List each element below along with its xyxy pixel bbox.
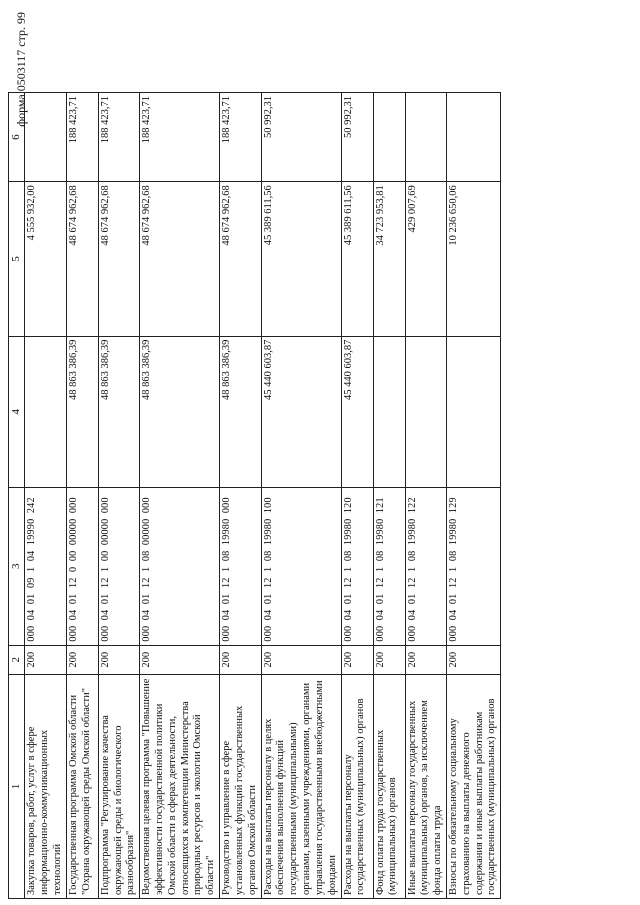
row-executed-cell: 10 236 650,06 — [446, 182, 500, 336]
row-name-cell: Руководство и управление в сфере установленных функций государственных органов Омской области — [220, 674, 261, 898]
header-cell-6: 6 — [9, 93, 25, 182]
row-name-cell: Закупка товаров, работ, услуг в сфере информационно-коммуникационных технологий — [25, 674, 66, 898]
row-line-code-cell: 200 — [25, 645, 66, 674]
row-name-cell: Ведомственная целевая программа "Повышение эффективности государственной политики Омской области в сферах деятельности, относящихся к компетенции Министерства природных ресурсов и экологии Омской области" — [140, 674, 220, 898]
row-unexecuted-cell — [446, 93, 500, 182]
row-budget-code-cell — [341, 487, 373, 645]
row-budget-code-cell — [98, 487, 139, 645]
table-row — [220, 93, 261, 899]
row-executed-cell: 45 389 611,56 — [261, 182, 341, 336]
budget-code-text: 000 04 01 12 1 08 19980 122 — [406, 497, 418, 642]
row-executed-cell: 429 007,69 — [405, 182, 446, 336]
row-executed-cell: 4 555 932,00 — [25, 182, 66, 336]
row-approved-cell: 45 440 603,87 — [341, 336, 373, 487]
row-name-cell: Иные выплаты персоналу государственных (муниципальных) органов, за исключением фонда оплаты труда — [405, 674, 446, 898]
header-cell-5: 5 — [9, 182, 25, 336]
row-name-cell: Подпрограмма "Регулирование качества окружающей среды и биологического разнообразия" — [98, 674, 139, 898]
table-row — [373, 93, 405, 899]
budget-code-text: 000 04 01 12 1 08 19980 129 — [447, 497, 459, 642]
header-cell-4: 4 — [9, 336, 25, 487]
row-budget-code-cell — [405, 487, 446, 645]
header-row — [9, 93, 25, 899]
budget-code-text: 000 04 01 12 1 08 19980 121 — [374, 497, 386, 642]
row-line-code-cell: 200 — [405, 645, 446, 674]
header-cell-1: 1 — [9, 674, 25, 898]
table-row — [261, 93, 341, 899]
row-budget-code-cell — [261, 487, 341, 645]
row-unexecuted-cell: 50 992,31 — [261, 93, 341, 182]
row-executed-cell: 48 674 962,68 — [220, 182, 261, 336]
row-line-code-cell: 200 — [98, 645, 139, 674]
row-budget-code-cell — [220, 487, 261, 645]
budget-code-text: 000 04 01 09 1 04 19990 242 — [26, 497, 38, 642]
row-executed-cell: 48 674 962,68 — [140, 182, 220, 336]
row-name-cell: Государственная программа Омской области "Охрана окружающей среды Омской области" — [66, 674, 98, 898]
row-line-code-cell: 200 — [373, 645, 405, 674]
row-budget-code-cell — [66, 487, 98, 645]
table-row — [341, 93, 373, 899]
row-unexecuted-cell — [405, 93, 446, 182]
row-executed-cell: 48 674 962,68 — [98, 182, 139, 336]
budget-code-text: 000 04 01 12 0 00 00000 000 — [67, 497, 79, 642]
table-body — [9, 93, 501, 899]
row-line-code-cell: 200 — [446, 645, 500, 674]
report-table — [8, 92, 501, 899]
row-line-code-cell: 200 — [220, 645, 261, 674]
table-row — [405, 93, 446, 899]
row-executed-cell: 48 674 962,68 — [66, 182, 98, 336]
row-budget-code-cell — [25, 487, 66, 645]
row-approved-cell — [25, 336, 66, 487]
row-approved-cell: 48 863 386,39 — [98, 336, 139, 487]
row-line-code-cell: 200 — [140, 645, 220, 674]
row-budget-code-cell — [140, 487, 220, 645]
budget-code-text: 000 04 01 12 1 00 00000 000 — [99, 497, 111, 642]
row-approved-cell: 45 440 603,87 — [261, 336, 341, 487]
row-budget-code-cell — [446, 487, 500, 645]
row-approved-cell: 48 863 386,39 — [220, 336, 261, 487]
row-approved-cell — [405, 336, 446, 487]
row-name-cell: Фонд оплаты труда государственных (муниципальных) органов — [373, 674, 405, 898]
row-budget-code-cell — [373, 487, 405, 645]
row-unexecuted-cell — [25, 93, 66, 182]
row-unexecuted-cell — [373, 93, 405, 182]
row-unexecuted-cell: 50 992,31 — [341, 93, 373, 182]
row-approved-cell: 48 863 386,39 — [66, 336, 98, 487]
row-executed-cell: 34 723 953,81 — [373, 182, 405, 336]
row-line-code-cell: 200 — [66, 645, 98, 674]
row-unexecuted-cell: 188 423,71 — [220, 93, 261, 182]
table-row — [98, 93, 139, 899]
table-row — [446, 93, 500, 899]
budget-code-text: 000 04 01 12 1 08 19980 000 — [221, 497, 233, 642]
row-approved-cell: 48 863 386,39 — [140, 336, 220, 487]
form-label: форма 0503117 стр. 99 — [14, 12, 28, 127]
budget-code-text: 000 04 01 12 1 08 19980 100 — [262, 497, 274, 642]
row-line-code-cell: 200 — [261, 645, 341, 674]
row-unexecuted-cell: 188 423,71 — [140, 93, 220, 182]
row-name-cell: Взносы по обязательному социальному страхованию на выплаты денежного содержания и иные выплаты работникам государственных (муниципальных) органов — [446, 674, 500, 898]
table-row — [140, 93, 220, 899]
row-unexecuted-cell: 188 423,71 — [66, 93, 98, 182]
row-unexecuted-cell: 188 423,71 — [98, 93, 139, 182]
row-approved-cell — [373, 336, 405, 487]
budget-code-text: 000 04 01 12 1 08 00000 000 — [141, 497, 153, 642]
budget-code-text: 000 04 01 12 1 08 19980 120 — [342, 497, 354, 642]
table-row — [66, 93, 98, 899]
table-row — [25, 93, 66, 899]
row-name-cell: Расходы на выплаты персоналу в целях обеспечения выполнения функций государственными (муниципальными) органами, казенными учреждениями, органами управления государственными внебюджетными фондами — [261, 674, 341, 898]
header-cell-2: 2 — [9, 645, 25, 674]
row-approved-cell — [446, 336, 500, 487]
row-name-cell: Расходы на выплаты персоналу государственных (муниципальных) органов — [341, 674, 373, 898]
row-line-code-cell: 200 — [341, 645, 373, 674]
header-cell-3: 3 — [9, 487, 25, 645]
row-executed-cell: 45 389 611,56 — [341, 182, 373, 336]
